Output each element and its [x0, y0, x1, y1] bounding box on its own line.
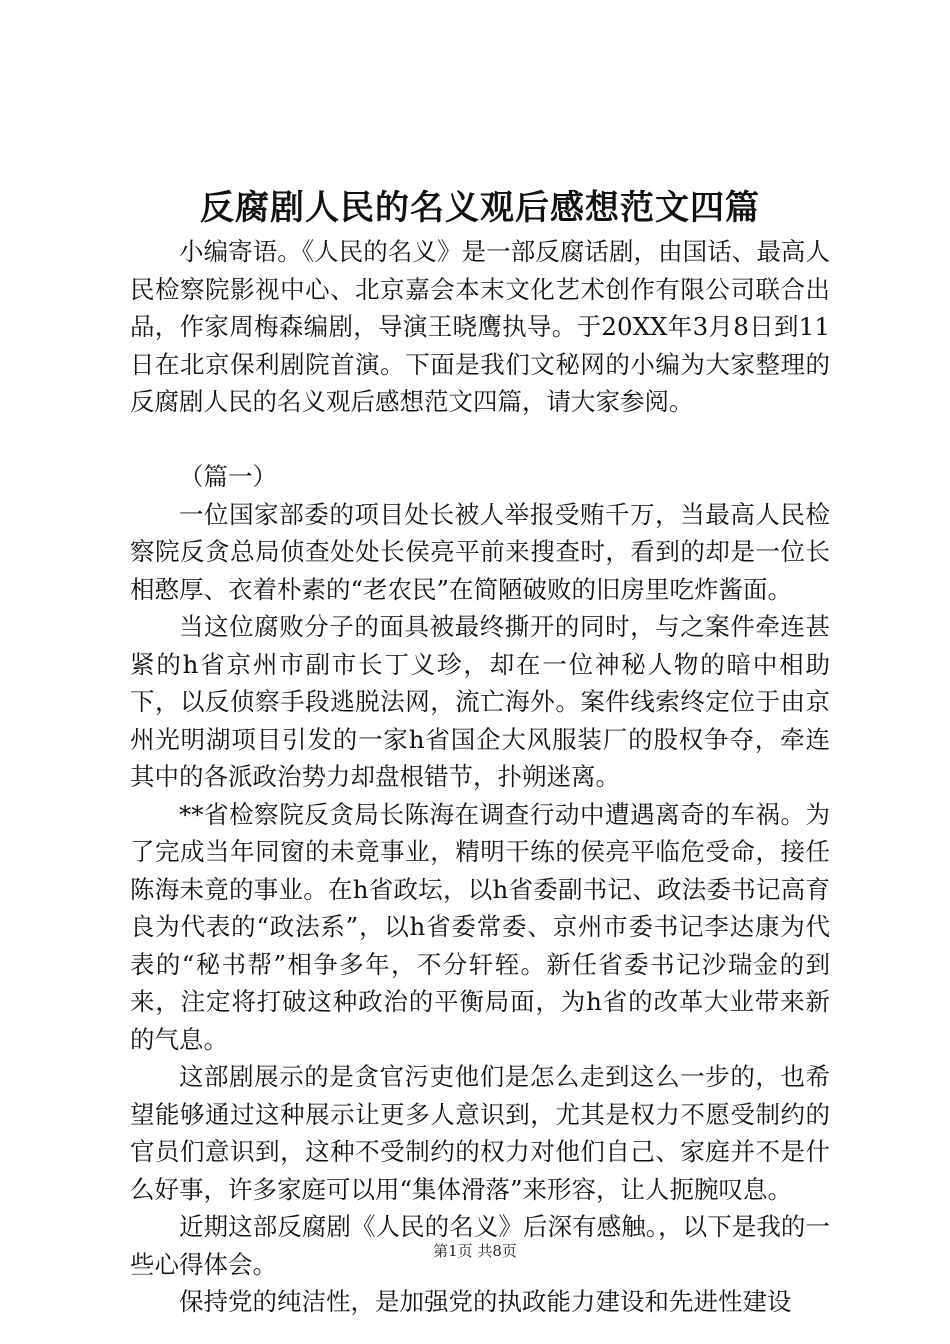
paragraph: 当这位腐败分子的面具被最终撕开的同时，与之案件牵连甚紧的h省京州市副市长丁义珍，却在一位神秘人物的暗中相助下，以反侦察手段逃脱法网，流亡海外。案件线索终定位于由京州光明湖项目引发的一家h省国企大风服装厂的股权争夺，牵连其中的各派政治势力却盘根错节，扑朔迷离。 — [130, 612, 830, 791]
paragraph: 一位国家部委的项目处长被人举报受贿千万，当最高人民检察院反贪总局侦查处处长侯亮平前来搜查时，看到的却是一位长相憨厚、衣着朴素的“老农民”在简陋破败的旧房里吃炸酱面。 — [130, 499, 830, 604]
paragraph: 近期这部反腐剧《人民的名义》后深有感触。，以下是我的一些心得体会。 — [130, 1212, 830, 1279]
section-heading: （篇一） — [179, 462, 277, 491]
paragraph-intro: 小编寄语。《人民的名义》是一部反腐话剧，由国话、最高人民检察院影视中心、北京嘉会本末文化艺术创作有限公司联合出品，作家周梅森编剧，导演王晓鹰执导。于20XX年3月8日到11日在北京保利剧院首演。下面是我们文秘网的小编为大家整理的反腐剧人民的名义观后感想范文四篇，请大家参阅。 — [130, 237, 830, 416]
page-number-footer: 第1页 共8页 — [433, 1242, 517, 1260]
paragraph: 保持党的纯洁性，是加强党的执政能力建设和先进性建设 — [179, 1287, 792, 1316]
document-body — [130, 233, 830, 1321]
document-title: 反腐剧人民的名义观后感想范文四篇 — [200, 188, 760, 228]
paragraph: **省检察院反贪局长陈海在调查行动中遭遇离奇的车祸。为了完成当年同窗的未竟事业，精明干练的侯亮平临危受命，接任陈海未竟的事业。在h省政坛，以h省委副书记、政法委书记高育良为代表的“政法系”，以h省委常委、京州市委书记李达康为代表的“秘书帮”相争多年，不分轩轾。新任省委书记沙瑞金的到来，注定将打破这种政治的平衡局面，为h省的改革大业带来新的气息。 — [130, 799, 830, 1054]
paragraph: 这部剧展示的是贪官污吏他们是怎么走到这么一步的，也希望能够通过这种展示让更多人意识到，尤其是权力不愿受制约的官员们意识到，这种不受制约的权力对他们自己、家庭并不是什么好事，许多家庭可以用“集体滑落”来形容，让人扼腕叹息。 — [130, 1062, 830, 1204]
